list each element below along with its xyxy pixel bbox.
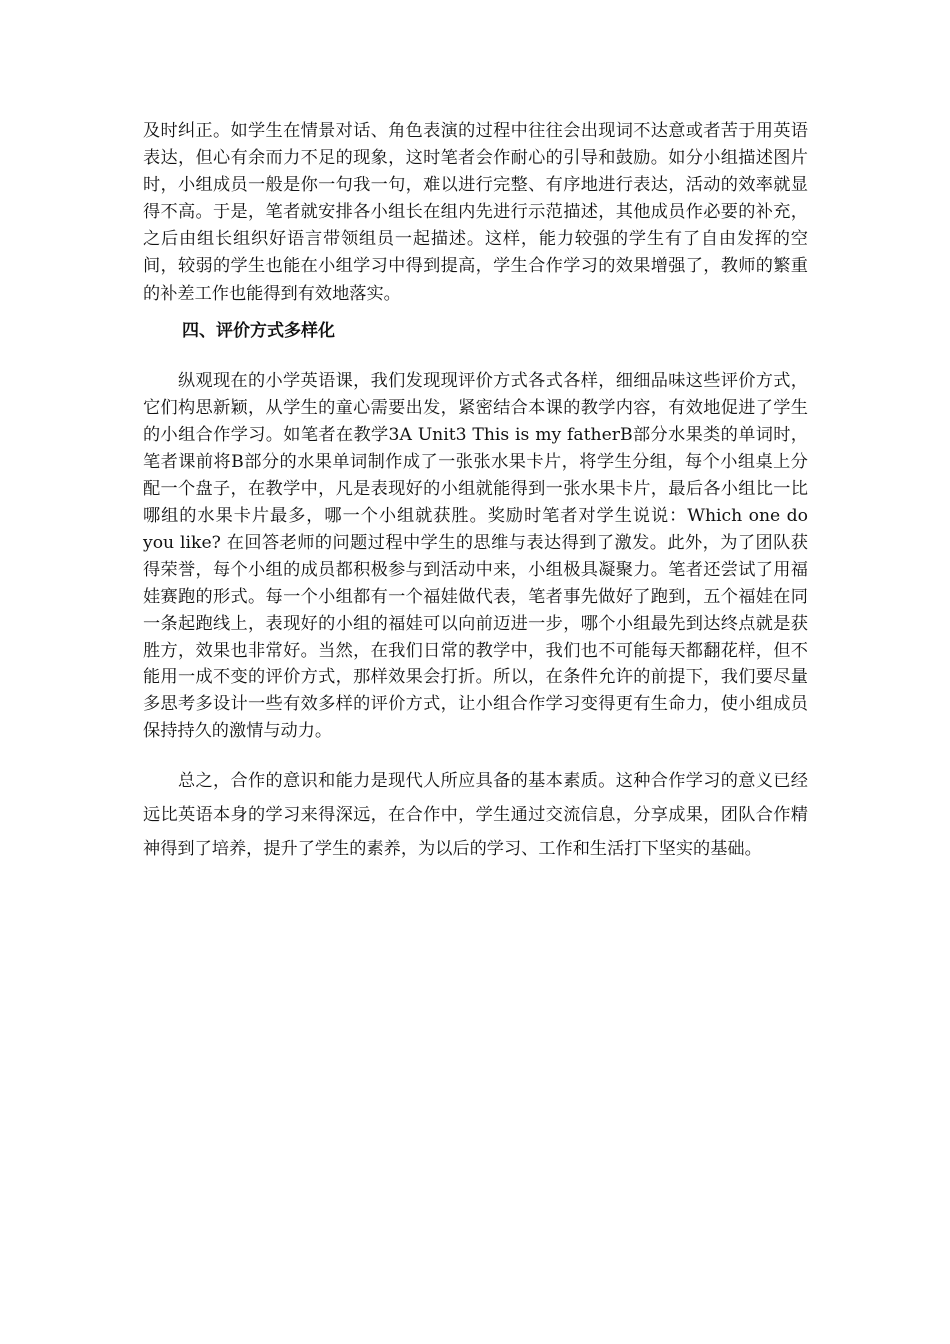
section-heading: 四、评价方式多样化 <box>182 321 335 341</box>
summary-paragraph: 总之，合作的意识和能力是现代人所应具备的基本素质。这种合作学习的意义已经远比英语本身的学习来得深远，在合作中，学生通过交流信息，分享成果，团队合作精神得到了培养，提升了学生的素养，为以后的学习、工作和生活打下坚实的基础。 <box>143 771 808 859</box>
section-paragraph: 纵观现在的小学英语课，我们发现现评价方式各式各样，细细品味这些评价方式，它们构思新颖，从学生的童心需要出发，紧密结合本课的教学内容，有效地促进了学生的小组合作学习。如笔者在教学3A Unit3 This is my fatherB部分水果类的单词时，笔者课前将B部分的水果单词制作成了一张张水果卡片，将学生分组，每个小组桌上分配一个盘子，在教学中，凡是表现好的小组就能得到一张水果卡片，最后各小组比一比哪组的水果卡片最多，哪一个小组就获胜。奖励时笔者对学生说说：Which one do you like? 在回答老师的问题过程中学生的思维与表达得到了激发。此外，为了团队获得荣誉，每个小组的成员都积极参与到活动中来，小组极具凝聚力。笔者还尝试了用福娃赛跑的形式。每一个小组都有一个福娃做代表，笔者事先做好了跑到，五个福娃在同一条起跑线上，表现好的小组的福娃可以向前迈进一步，哪个小组最先到达终点就是获胜方，效果也非常好。当然，在我们日常的教学中，我们也不可能每天都翻花样，但不能用一成不变的评价方式，那样效果会打折。所以，在条件允许的前提下，我们要尽量多思考多设计一些有效多样的评价方式，让小组合作学习变得更有生命力，使小组成员保持持久的激情与动力。 <box>143 371 808 742</box>
continued-paragraph: 及时纠正。如学生在情景对话、角色表演的过程中往往会出现词不达意或者苦于用英语表达，但心有余而力不足的现象，这时笔者会作耐心的引导和鼓励。如分小组描述图片时，小组成员一般是你一句我一句，难以进行完整、有序地进行表达，活动的效率就显得不高。于是，笔者就安排各小组长在组内先进行示范描述，其他成员作必要的补充，之后由组长组织好语言带领组员一起描述。这样，能力较强的学生有了自由发挥的空间，较弱的学生也能在小组学习中得到提高，学生合作学习的效果增强了，教师的繁重的补差工作也能得到有效地落实。 <box>143 121 808 304</box>
